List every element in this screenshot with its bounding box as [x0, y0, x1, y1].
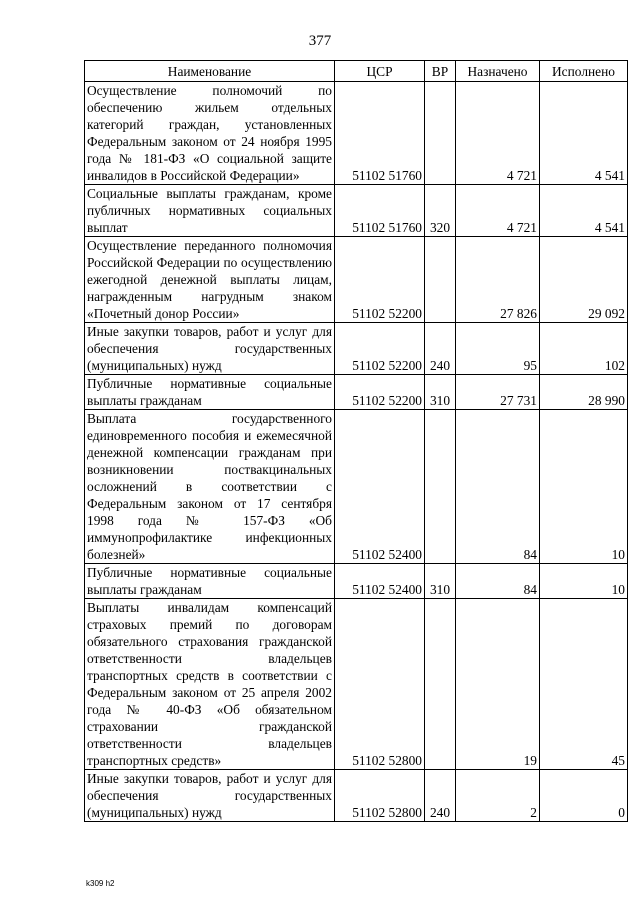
row-executed: 10 [540, 564, 628, 599]
table-row [85, 82, 628, 185]
row-vr [425, 410, 456, 564]
row-assigned: 4 721 [456, 185, 540, 237]
header-name: Наименование [85, 61, 335, 82]
row-name: Осуществление переданного полномочия Российской Федерации по осуществлению ежегодной денежной выплаты лицам, награжденным нагрудным знаком «Почетный донор России» [85, 237, 335, 323]
table-row [85, 237, 628, 323]
row-executed: 10 [540, 410, 628, 564]
table-row [85, 323, 628, 375]
budget-table [84, 60, 628, 822]
row-vr [425, 82, 456, 185]
row-csr: 51102 52400 [335, 564, 425, 599]
row-csr: 51102 52200 [335, 375, 425, 410]
row-name: Публичные нормативные социальные выплаты гражданам [85, 564, 335, 599]
row-executed: 29 092 [540, 237, 628, 323]
table-row [85, 375, 628, 410]
row-vr [425, 599, 456, 770]
row-csr: 51102 52800 [335, 770, 425, 822]
row-vr: 310 [425, 564, 456, 599]
header-vr: ВР [425, 61, 456, 82]
row-name: Социальные выплаты гражданам, кроме публичных нормативных социальных выплат [85, 185, 335, 237]
table-row [85, 770, 628, 822]
row-name: Иные закупки товаров, работ и услуг для обеспечения государственных (муниципальных) нужд [85, 770, 335, 822]
row-name: Осуществление полномочий по обеспечению жильем отдельных категорий граждан, установленных Федеральным законом от 24 ноября 1995 года № 181-ФЗ «О социальной защите инвалидов в Российской Федерации» [85, 82, 335, 185]
header-executed: Исполнено [540, 61, 628, 82]
row-executed: 28 990 [540, 375, 628, 410]
header-csr: ЦСР [335, 61, 425, 82]
row-csr: 51102 52400 [335, 410, 425, 564]
row-name: Публичные нормативные социальные выплаты гражданам [85, 375, 335, 410]
row-csr: 51102 52200 [335, 237, 425, 323]
footer-code: k309 h2 [86, 879, 115, 888]
row-executed: 0 [540, 770, 628, 822]
row-assigned: 4 721 [456, 82, 540, 185]
row-executed: 45 [540, 599, 628, 770]
row-csr: 51102 52200 [335, 323, 425, 375]
row-assigned: 84 [456, 410, 540, 564]
row-assigned: 95 [456, 323, 540, 375]
row-executed: 4 541 [540, 185, 628, 237]
row-csr: 51102 52800 [335, 599, 425, 770]
row-vr: 240 [425, 323, 456, 375]
row-vr [425, 237, 456, 323]
row-executed: 4 541 [540, 82, 628, 185]
row-name: Иные закупки товаров, работ и услуг для обеспечения государственных (муниципальных) нужд [85, 323, 335, 375]
page-number: 377 [308, 33, 332, 49]
row-name: Выплаты инвалидам компенсаций страховых премий по договорам обязательного страхования гражданской ответственности владельцев транспортных средств в соответствии с Федеральным законом от 25 апреля 2002 года № 40-ФЗ «Об обязательном страховании гражданской ответственности владельцев транспортных средств» [85, 599, 335, 770]
row-assigned: 27 731 [456, 375, 540, 410]
row-vr: 310 [425, 375, 456, 410]
row-assigned: 27 826 [456, 237, 540, 323]
row-executed: 102 [540, 323, 628, 375]
row-assigned: 84 [456, 564, 540, 599]
row-csr: 51102 51760 [335, 185, 425, 237]
row-vr: 240 [425, 770, 456, 822]
row-csr: 51102 51760 [335, 82, 425, 185]
table-row [85, 564, 628, 599]
row-name: Выплата государственного единовременного пособия и ежемесячной денежной компенсации гражданам при возникновении поствакцинальных осложнений в соответствии с Федеральным законом от 17 сентября 1998 года № 157-ФЗ «Об иммунопрофилактике инфекционных болезней» [85, 410, 335, 564]
row-assigned: 2 [456, 770, 540, 822]
table-header-row [85, 61, 628, 82]
row-assigned: 19 [456, 599, 540, 770]
table-row [85, 410, 628, 564]
header-assigned: Назначено [456, 61, 540, 82]
table-row [85, 599, 628, 770]
row-vr: 320 [425, 185, 456, 237]
table-row [85, 185, 628, 237]
